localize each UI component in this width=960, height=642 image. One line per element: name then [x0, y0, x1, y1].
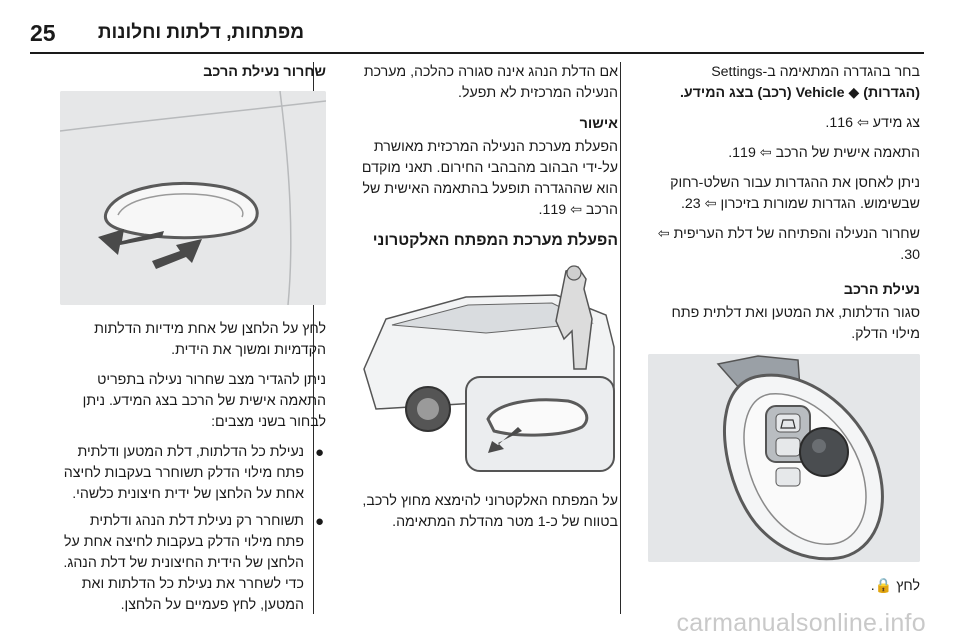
personalization-ref: התאמה אישית של הרכב ⇦ 119. — [728, 145, 920, 161]
driver-door-paragraph: אם הדלת הנהג אינה סגורה כהלכה, מערכת הנעילה המרכזית לא תפעל. — [363, 64, 618, 101]
door-handle-figure — [60, 91, 326, 305]
locking-paragraph: סגור הדלתות, את המטען ואת דלתית פתח מילוי הדלק. — [671, 305, 920, 342]
bullet-text: נעילת כל הדלתות, דלת המטען ודלתית פתח מילוי הדלק תשוחרר בעקבות לחיצה אחת על הלחצן של ידית חיצונית כלשהי. — [63, 444, 304, 502]
column-divider-right — [620, 62, 621, 614]
info-display-ref: צג מידע ⇦ 116. — [825, 115, 920, 131]
watermark: carmanualsonline.info — [676, 609, 926, 637]
electronic-key-paragraph: על המפתח האלקטרוני להימצא מחוץ לרכב, בטווח של כ-1 מטר מהדלת המתאימה. — [362, 493, 618, 530]
key-fob-figure — [648, 354, 920, 562]
bullet-dot: ● — [314, 513, 324, 530]
chapter-title: מפתחות, דלתות וחלונות — [97, 22, 304, 43]
heading-unlocking: שחרור נעילת הרכב — [203, 64, 326, 80]
unlock-mode-paragraph: ניתן להגדיר מצב שחרור נעילה בתפריט התאמה אישית של הרכב בצג המידע. ניתן לבחור בשני מצבים: — [82, 372, 326, 430]
heading-electronic-key: הפעלת מערכת המפתח האלקטרוני — [372, 232, 618, 249]
settings-text-line2: (הגדרות) ◆ Vehicle (רכב) בצג המידע. — [679, 85, 920, 101]
door-handle-illustration — [60, 91, 326, 305]
memory-settings-paragraph: ניתן לאחסן את ההגדרות עבור השלט-רחוק שבשימוש. הגדרות שמורות בזיכרון ⇦ 23. — [670, 175, 920, 212]
page-header — [0, 0, 960, 56]
column-right — [648, 62, 920, 597]
settings-paragraph — [648, 62, 920, 104]
page-number: 25 — [30, 20, 56, 46]
confirmation-paragraph: הפעלת מערכת הנעילה המרכזית מאושרת על-ידי הבהוב מהבהבי החירום. תאני מוקדם הוא שההגדרה תופעל בהתאמה האישית של הרכב ⇦ 119. — [361, 139, 618, 218]
column-left — [60, 62, 326, 622]
car-door-figure — [356, 259, 618, 477]
list-item — [60, 511, 326, 616]
heading-confirmation: אישור — [579, 116, 618, 132]
fob-caption: לחץ 🔒. — [870, 578, 920, 594]
heading-locking: נעילת הרכב — [843, 282, 920, 298]
tailgate-ref-paragraph: שחרור הנעילה והפתיחה של דלת העריפית ⇦ 30. — [657, 226, 920, 263]
unlock-paragraph: לחץ על הלחצן של אחת מידיות הדלתות הקדמיות ומשוך את הידית. — [94, 321, 326, 358]
key-fob-illustration — [648, 354, 920, 562]
list-item — [60, 442, 326, 505]
unlock-mode-list — [60, 442, 326, 616]
column-middle — [356, 62, 618, 542]
bullet-text: תשוחרר רק נעילת דלת הנהג ודלתית פתח מילוי הדלק בעקבות לחיצה אחת על הלחצן של הידית החיצונית של דלת הנהג. כדי לשחרר את נעילת כל הדלתות ואת המטען, לחץ פעמיים על הלחצן. — [63, 513, 304, 613]
settings-text-line1: בחר בהגדרה המתאימה ב-Settings — [711, 64, 920, 80]
car-person-illustration — [356, 259, 618, 477]
bullet-dot: ● — [314, 444, 324, 461]
header-rule — [30, 52, 924, 54]
